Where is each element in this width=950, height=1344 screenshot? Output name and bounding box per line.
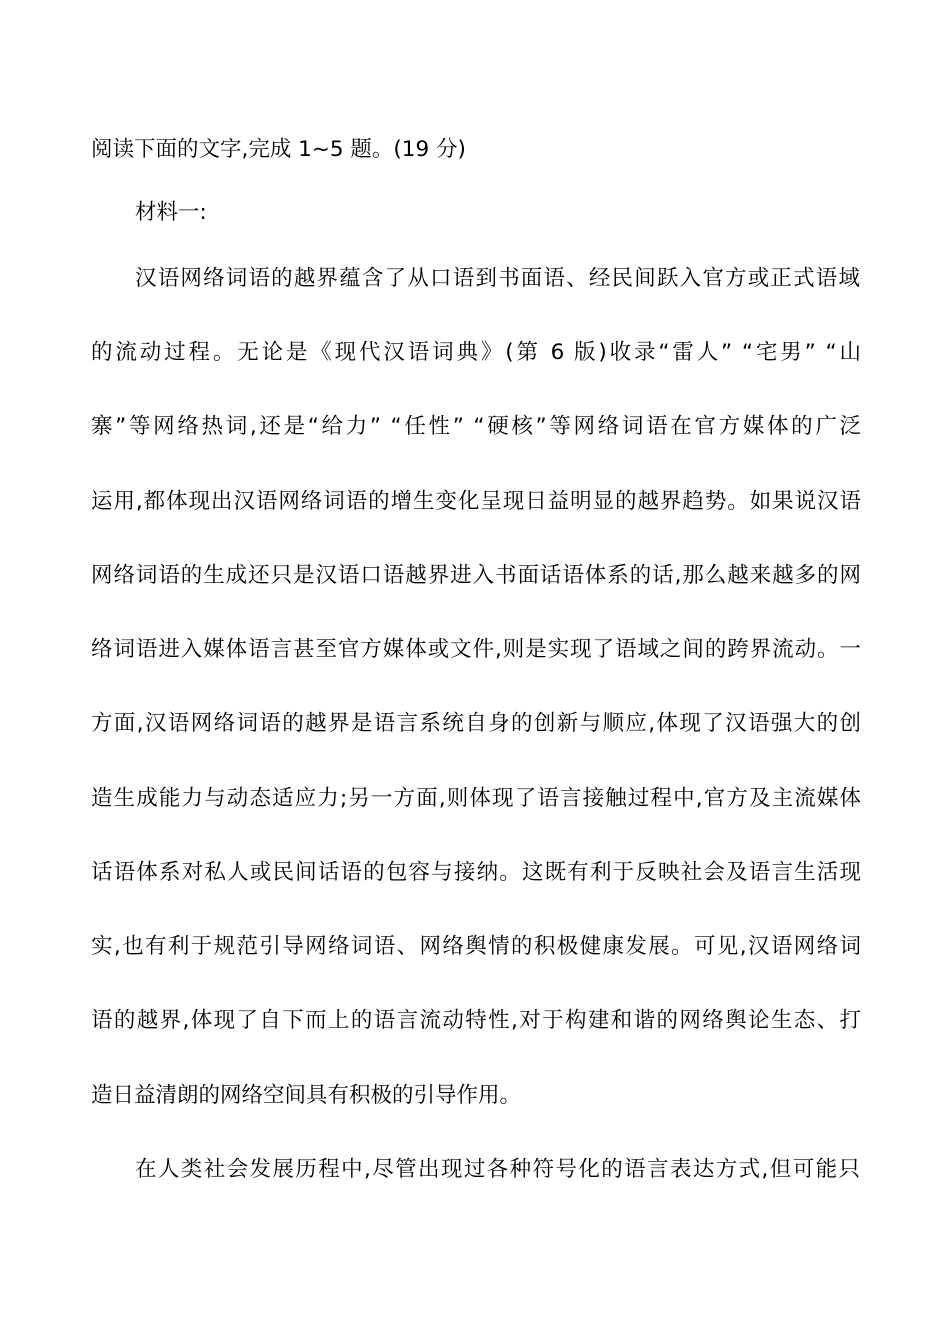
paragraph-line: 方面,汉语网络词语的越界是语言系统自身的创新与顺应,体现了汉语强大的创 — [91, 711, 861, 736]
paragraph-line: 汉语网络词语的越界蕴含了从口语到书面语、经民间跃入官方或正式语域 — [135, 266, 860, 291]
paragraph-line: 的流动过程。无论是《现代汉语词典》(第 6 版)收录“雷人” “宅男” “山 — [91, 340, 861, 365]
paragraph-line: 话语体系对私人或民间话语的包容与接纳。这既有利于反映社会及语言生活现 — [91, 860, 861, 885]
material-label: 材料一: — [135, 200, 207, 225]
paragraph-line: 络词语进入媒体语言甚至官方媒体或文件,则是实现了语域之间的跨界流动。一 — [91, 637, 861, 662]
paragraph-line: 运用,都体现出汉语网络词语的增生变化呈现日益明显的越界趋势。如果说汉语 — [91, 489, 861, 514]
paragraph-line: 造日益清朗的网络空间具有积极的引导作用。 — [91, 1083, 522, 1108]
paragraph-line: 寨”等网络热词,还是“给力” “任性” “硬核”等网络词语在官方媒体的广泛 — [91, 414, 861, 439]
paragraph-line: 造生成能力与动态适应力;另一方面,则体现了语言接触过程中,官方及主流媒体 — [91, 786, 861, 811]
paragraph-line: 网络词语的生成还只是汉语口语越界进入书面话语体系的话,那么越来越多的网 — [91, 563, 861, 588]
paragraph-line: 实,也有利于规范引导网络词语、网络舆情的积极健康发展。可见,汉语网络词 — [91, 934, 861, 959]
paragraph-line: 语的越界,体现了自下而上的语言流动特性,对于构建和谐的网络舆论生态、打 — [91, 1008, 861, 1033]
question-instruction: 阅读下面的文字,完成 1~5 题。(19 分) — [91, 137, 466, 162]
paragraph-line: 在人类社会发展历程中,尽管出现过各种符号化的语言表达方式,但可能只 — [135, 1157, 860, 1182]
